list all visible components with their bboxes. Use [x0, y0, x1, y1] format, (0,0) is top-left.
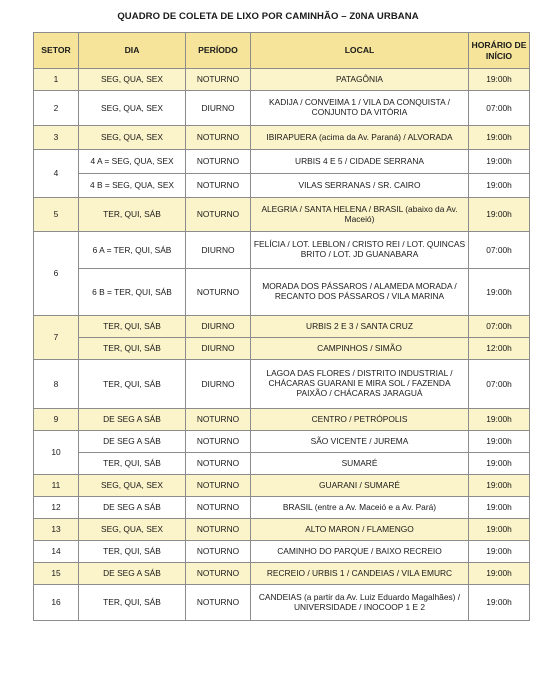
- setor-cell: 8: [34, 360, 79, 409]
- periodo-cell: DIURNO: [186, 232, 251, 269]
- local-cell: BRASIL (entre a Av. Maceió e a Av. Pará): [251, 497, 469, 519]
- table-row: [34, 519, 530, 541]
- table-row: [34, 453, 530, 475]
- table-row: [34, 541, 530, 563]
- header-dia: DIA: [79, 33, 186, 69]
- table-row: [34, 316, 530, 338]
- periodo-cell: NOTURNO: [186, 475, 251, 497]
- local-cell: URBIS 2 E 3 / SANTA CRUZ: [251, 316, 469, 338]
- dia-cell: DE SEG A SÁB: [79, 563, 186, 585]
- table-row: [34, 360, 530, 409]
- header-horario: HORÁRIO DE INÍCIO: [469, 33, 530, 69]
- periodo-cell: NOTURNO: [186, 69, 251, 91]
- table-row: [34, 338, 530, 360]
- horario-cell: 19:00h: [469, 126, 530, 150]
- periodo-cell: NOTURNO: [186, 150, 251, 174]
- horario-cell: 19:00h: [469, 585, 530, 621]
- horario-cell: 19:00h: [469, 497, 530, 519]
- horario-cell: 19:00h: [469, 150, 530, 174]
- setor-cell: 16: [34, 585, 79, 621]
- table-row: [34, 232, 530, 269]
- setor-cell: 7: [34, 316, 79, 360]
- horario-cell: 12:00h: [469, 338, 530, 360]
- table-row: [34, 198, 530, 232]
- local-cell: KADIJA / CONVEIMA 1 / VILA DA CONQUISTA / CONJUNTO DA VITÓRIA: [251, 91, 469, 126]
- table-row: [34, 126, 530, 150]
- setor-cell: 6: [34, 232, 79, 316]
- setor-cell: 9: [34, 409, 79, 431]
- setor-cell: 13: [34, 519, 79, 541]
- setor-cell: 14: [34, 541, 79, 563]
- periodo-cell: NOTURNO: [186, 409, 251, 431]
- local-cell: IBIRAPUERA (acima da Av. Paraná) / ALVORADA: [251, 126, 469, 150]
- table-row: [34, 174, 530, 198]
- dia-cell: TER, QUI, SÁB: [79, 453, 186, 475]
- dia-cell: SEG, QUA, SEX: [79, 126, 186, 150]
- setor-cell: 15: [34, 563, 79, 585]
- periodo-cell: NOTURNO: [186, 519, 251, 541]
- periodo-cell: DIURNO: [186, 360, 251, 409]
- dia-cell: TER, QUI, SÁB: [79, 541, 186, 563]
- periodo-cell: NOTURNO: [186, 126, 251, 150]
- horario-cell: 07:00h: [469, 360, 530, 409]
- local-cell: CAMINHO DO PARQUE / BAIXO RECREIO: [251, 541, 469, 563]
- setor-cell: 4: [34, 150, 79, 198]
- dia-cell: TER, QUI, SÁB: [79, 316, 186, 338]
- dia-cell: SEG, QUA, SEX: [79, 69, 186, 91]
- local-cell: GUARANI / SUMARÉ: [251, 475, 469, 497]
- table-row: [34, 269, 530, 316]
- setor-cell: 3: [34, 126, 79, 150]
- periodo-cell: NOTURNO: [186, 431, 251, 453]
- dia-cell: 4 A = SEG, QUA, SEX: [79, 150, 186, 174]
- table-row: [34, 91, 530, 126]
- setor-cell: 1: [34, 69, 79, 91]
- header-periodo: PERÍODO: [186, 33, 251, 69]
- dia-cell: DE SEG A SÁB: [79, 497, 186, 519]
- setor-cell: 12: [34, 497, 79, 519]
- horario-cell: 19:00h: [469, 453, 530, 475]
- local-cell: SUMARÉ: [251, 453, 469, 475]
- setor-cell: 11: [34, 475, 79, 497]
- local-cell: CAMPINHOS / SIMÃO: [251, 338, 469, 360]
- header-row: [34, 33, 530, 69]
- horario-cell: 19:00h: [469, 69, 530, 91]
- periodo-cell: NOTURNO: [186, 269, 251, 316]
- horario-cell: 19:00h: [469, 431, 530, 453]
- dia-cell: DE SEG A SÁB: [79, 431, 186, 453]
- header-local: LOCAL: [251, 33, 469, 69]
- periodo-cell: DIURNO: [186, 338, 251, 360]
- periodo-cell: NOTURNO: [186, 174, 251, 198]
- setor-cell: 2: [34, 91, 79, 126]
- horario-cell: 19:00h: [469, 541, 530, 563]
- document-title: QUADRO DE COLETA DE LIXO POR CAMINHÃO – Z0NA URBANA: [117, 11, 419, 22]
- horario-cell: 19:00h: [469, 409, 530, 431]
- local-cell: LAGOA DAS FLORES / DISTRITO INDUSTRIAL / CHÁCARAS GUARANI E MIRA SOL / FAZENDA PAIXÃO / CHÁCARAS JARAGUÁ: [251, 360, 469, 409]
- dia-cell: DE SEG A SÁB: [79, 409, 186, 431]
- dia-cell: SEG, QUA, SEX: [79, 91, 186, 126]
- table-row: [34, 409, 530, 431]
- local-cell: SÃO VICENTE / JUREMA: [251, 431, 469, 453]
- local-cell: CANDEIAS (a partir da Av. Luiz Eduardo Magalhães) / UNIVERSIDADE / INOCOOP 1 E 2: [251, 585, 469, 621]
- local-cell: URBIS 4 E 5 / CIDADE SERRANA: [251, 150, 469, 174]
- dia-cell: TER, QUI, SÁB: [79, 198, 186, 232]
- dia-cell: TER, QUI, SÁB: [79, 338, 186, 360]
- horario-cell: 07:00h: [469, 91, 530, 126]
- dia-cell: SEG, QUA, SEX: [79, 475, 186, 497]
- dia-cell: 6 A = TER, QUI, SÁB: [79, 232, 186, 269]
- table-row: [34, 563, 530, 585]
- periodo-cell: NOTURNO: [186, 585, 251, 621]
- local-cell: CENTRO / PETRÓPOLIS: [251, 409, 469, 431]
- table-row: [34, 69, 530, 91]
- dia-cell: 4 B = SEG, QUA, SEX: [79, 174, 186, 198]
- table-row: [34, 497, 530, 519]
- table-row: [34, 431, 530, 453]
- local-cell: PATAGÔNIA: [251, 69, 469, 91]
- periodo-cell: DIURNO: [186, 316, 251, 338]
- horario-cell: 19:00h: [469, 174, 530, 198]
- periodo-cell: NOTURNO: [186, 198, 251, 232]
- table-row: [34, 475, 530, 497]
- dia-cell: TER, QUI, SÁB: [79, 360, 186, 409]
- local-cell: ALEGRIA / SANTA HELENA / BRASIL (abaixo da Av. Maceió): [251, 198, 469, 232]
- collection-schedule-table: [33, 32, 530, 621]
- periodo-cell: NOTURNO: [186, 541, 251, 563]
- dia-cell: TER, QUI, SÁB: [79, 585, 186, 621]
- table-row: [34, 585, 530, 621]
- dia-cell: 6 B = TER, QUI, SÁB: [79, 269, 186, 316]
- local-cell: FELÍCIA / LOT. LEBLON / CRISTO REI / LOT. QUINCAS BRITO / LOT. JD GUANABARA: [251, 232, 469, 269]
- header-setor: SETOR: [34, 33, 79, 69]
- local-cell: RECREIO / URBIS 1 / CANDEIAS / VILA EMURC: [251, 563, 469, 585]
- horario-cell: 07:00h: [469, 316, 530, 338]
- horario-cell: 19:00h: [469, 269, 530, 316]
- horario-cell: 19:00h: [469, 519, 530, 541]
- setor-cell: 5: [34, 198, 79, 232]
- periodo-cell: DIURNO: [186, 91, 251, 126]
- local-cell: MORADA DOS PÁSSAROS / ALAMEDA MORADA / RECANTO DOS PÁSSAROS / VILA MARINA: [251, 269, 469, 316]
- horario-cell: 07:00h: [469, 232, 530, 269]
- setor-cell: 10: [34, 431, 79, 475]
- horario-cell: 19:00h: [469, 198, 530, 232]
- periodo-cell: NOTURNO: [186, 453, 251, 475]
- periodo-cell: NOTURNO: [186, 563, 251, 585]
- table-row: [34, 150, 530, 174]
- horario-cell: 19:00h: [469, 563, 530, 585]
- local-cell: VILAS SERRANAS / SR. CAIRO: [251, 174, 469, 198]
- local-cell: ALTO MARON / FLAMENGO: [251, 519, 469, 541]
- dia-cell: SEG, QUA, SEX: [79, 519, 186, 541]
- periodo-cell: NOTURNO: [186, 497, 251, 519]
- horario-cell: 19:00h: [469, 475, 530, 497]
